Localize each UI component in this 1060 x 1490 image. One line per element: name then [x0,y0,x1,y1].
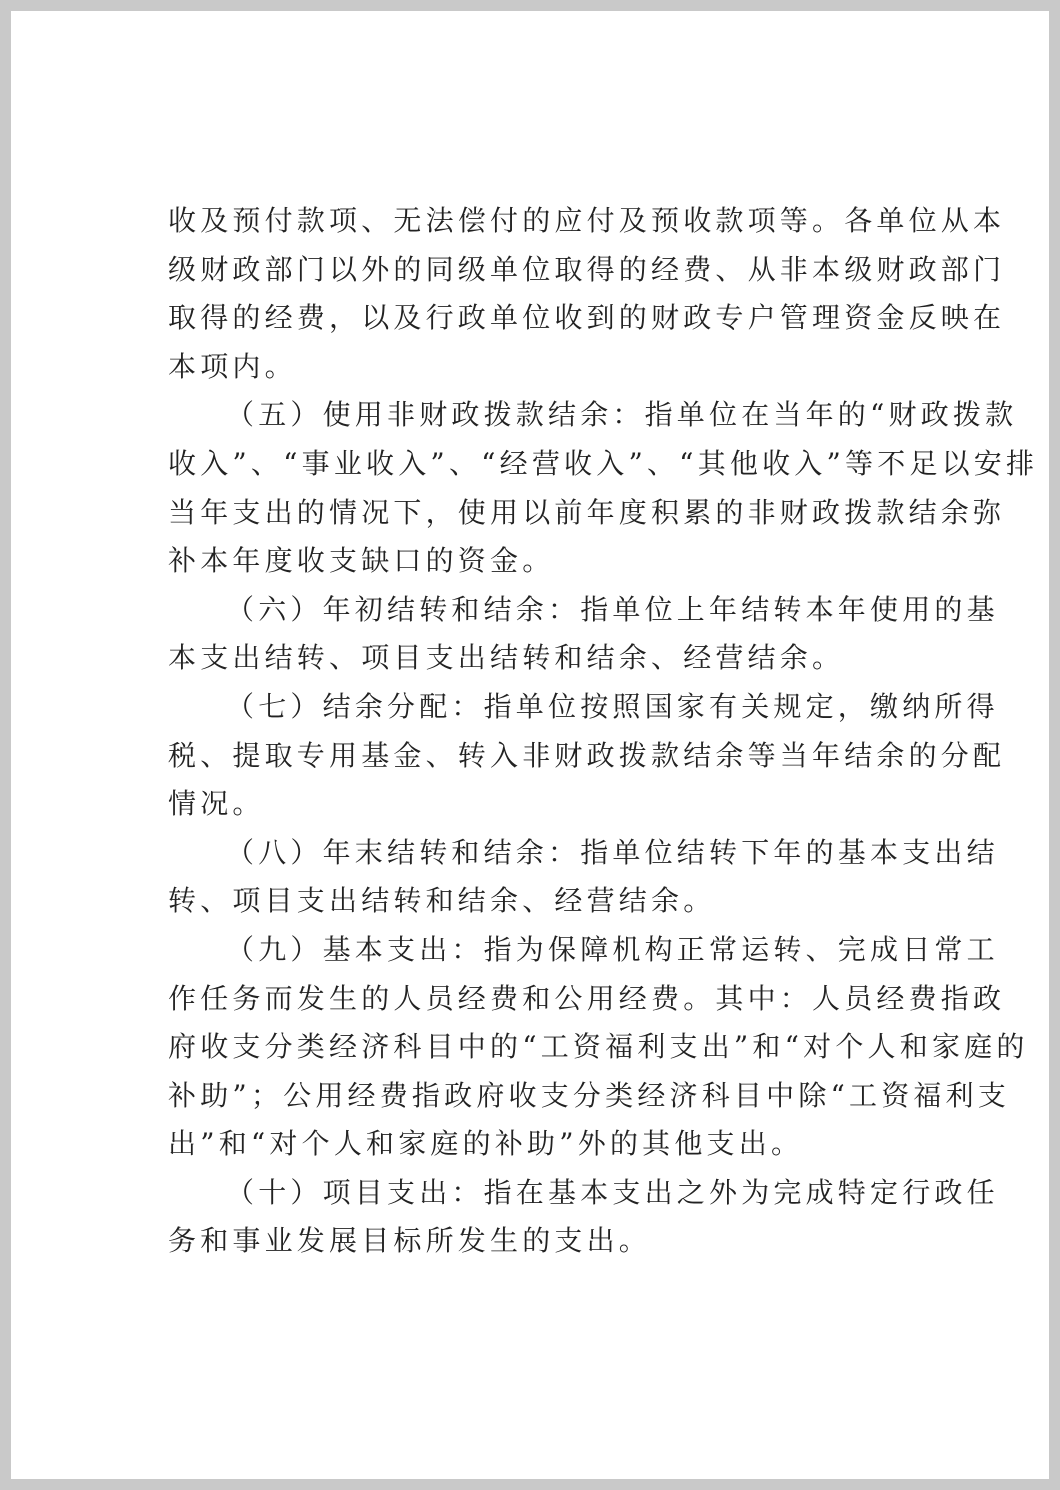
text-line: （六）年初结转和结余：指单位上年结转本年使用的基 [226,592,999,626]
text-line: （七）结余分配：指单位按照国家有关规定，缴纳所得 [226,689,999,723]
text-line: 本项内。 [168,349,297,383]
text-line: （五）使用非财政拨款结余：指单位在当年的“财政拨款 [226,398,1018,432]
document-page [11,11,1049,1479]
text-line: 情况。 [168,787,265,821]
text-line: 本支出结转、项目支出结转和结余、经营结余。 [168,641,845,675]
text-line: 当年支出的情况下，使用以前年度积累的非财政拨款结余弥 [168,495,1006,529]
text-line: 补本年度收支缺口的资金。 [168,544,555,578]
text-line: 务和事业发展目标所发生的支出。 [168,1224,652,1258]
text-line: （十）项目支出：指在基本支出之外为完成特定行政任 [226,1175,999,1209]
text-line: 府收支分类经济科目中的“工资福利支出”和“对个人和家庭的 [168,1030,1029,1064]
text-line: （九）基本支出：指为保障机构正常运转、完成日常工 [226,932,999,966]
text-line: （八）年末结转和结余：指单位结转下年的基本支出结 [226,835,999,869]
text-line: 税、提取专用基金、转入非财政拨款结余等当年结余的分配 [168,738,1006,772]
document-body [168,197,1039,1266]
text-line: 出”和“对个人和家庭的补助”外的其他支出。 [168,1127,804,1161]
text-line: 补助”；公用经费指政府收支分类经济科目中除“工资福利支 [168,1078,1011,1112]
text-line: 取得的经费，以及行政单位收到的财政专户管理资金反映在 [168,301,1006,335]
text-line: 收及预付款项、无法偿付的应付及预收款项等。各单位从本 [168,204,1006,237]
text-line: 级财政部门以外的同级单位取得的经费、从非本级财政部门 [168,252,1006,286]
text-line: 转、项目支出结转和结余、经营结余。 [168,884,716,918]
text-line: 收入”、“事业收入”、“经营收入”、“其他收入”等不足以安排 [168,446,1039,480]
text-line: 作任务而发生的人员经费和公用经费。其中：人员经费指政 [168,981,1006,1015]
